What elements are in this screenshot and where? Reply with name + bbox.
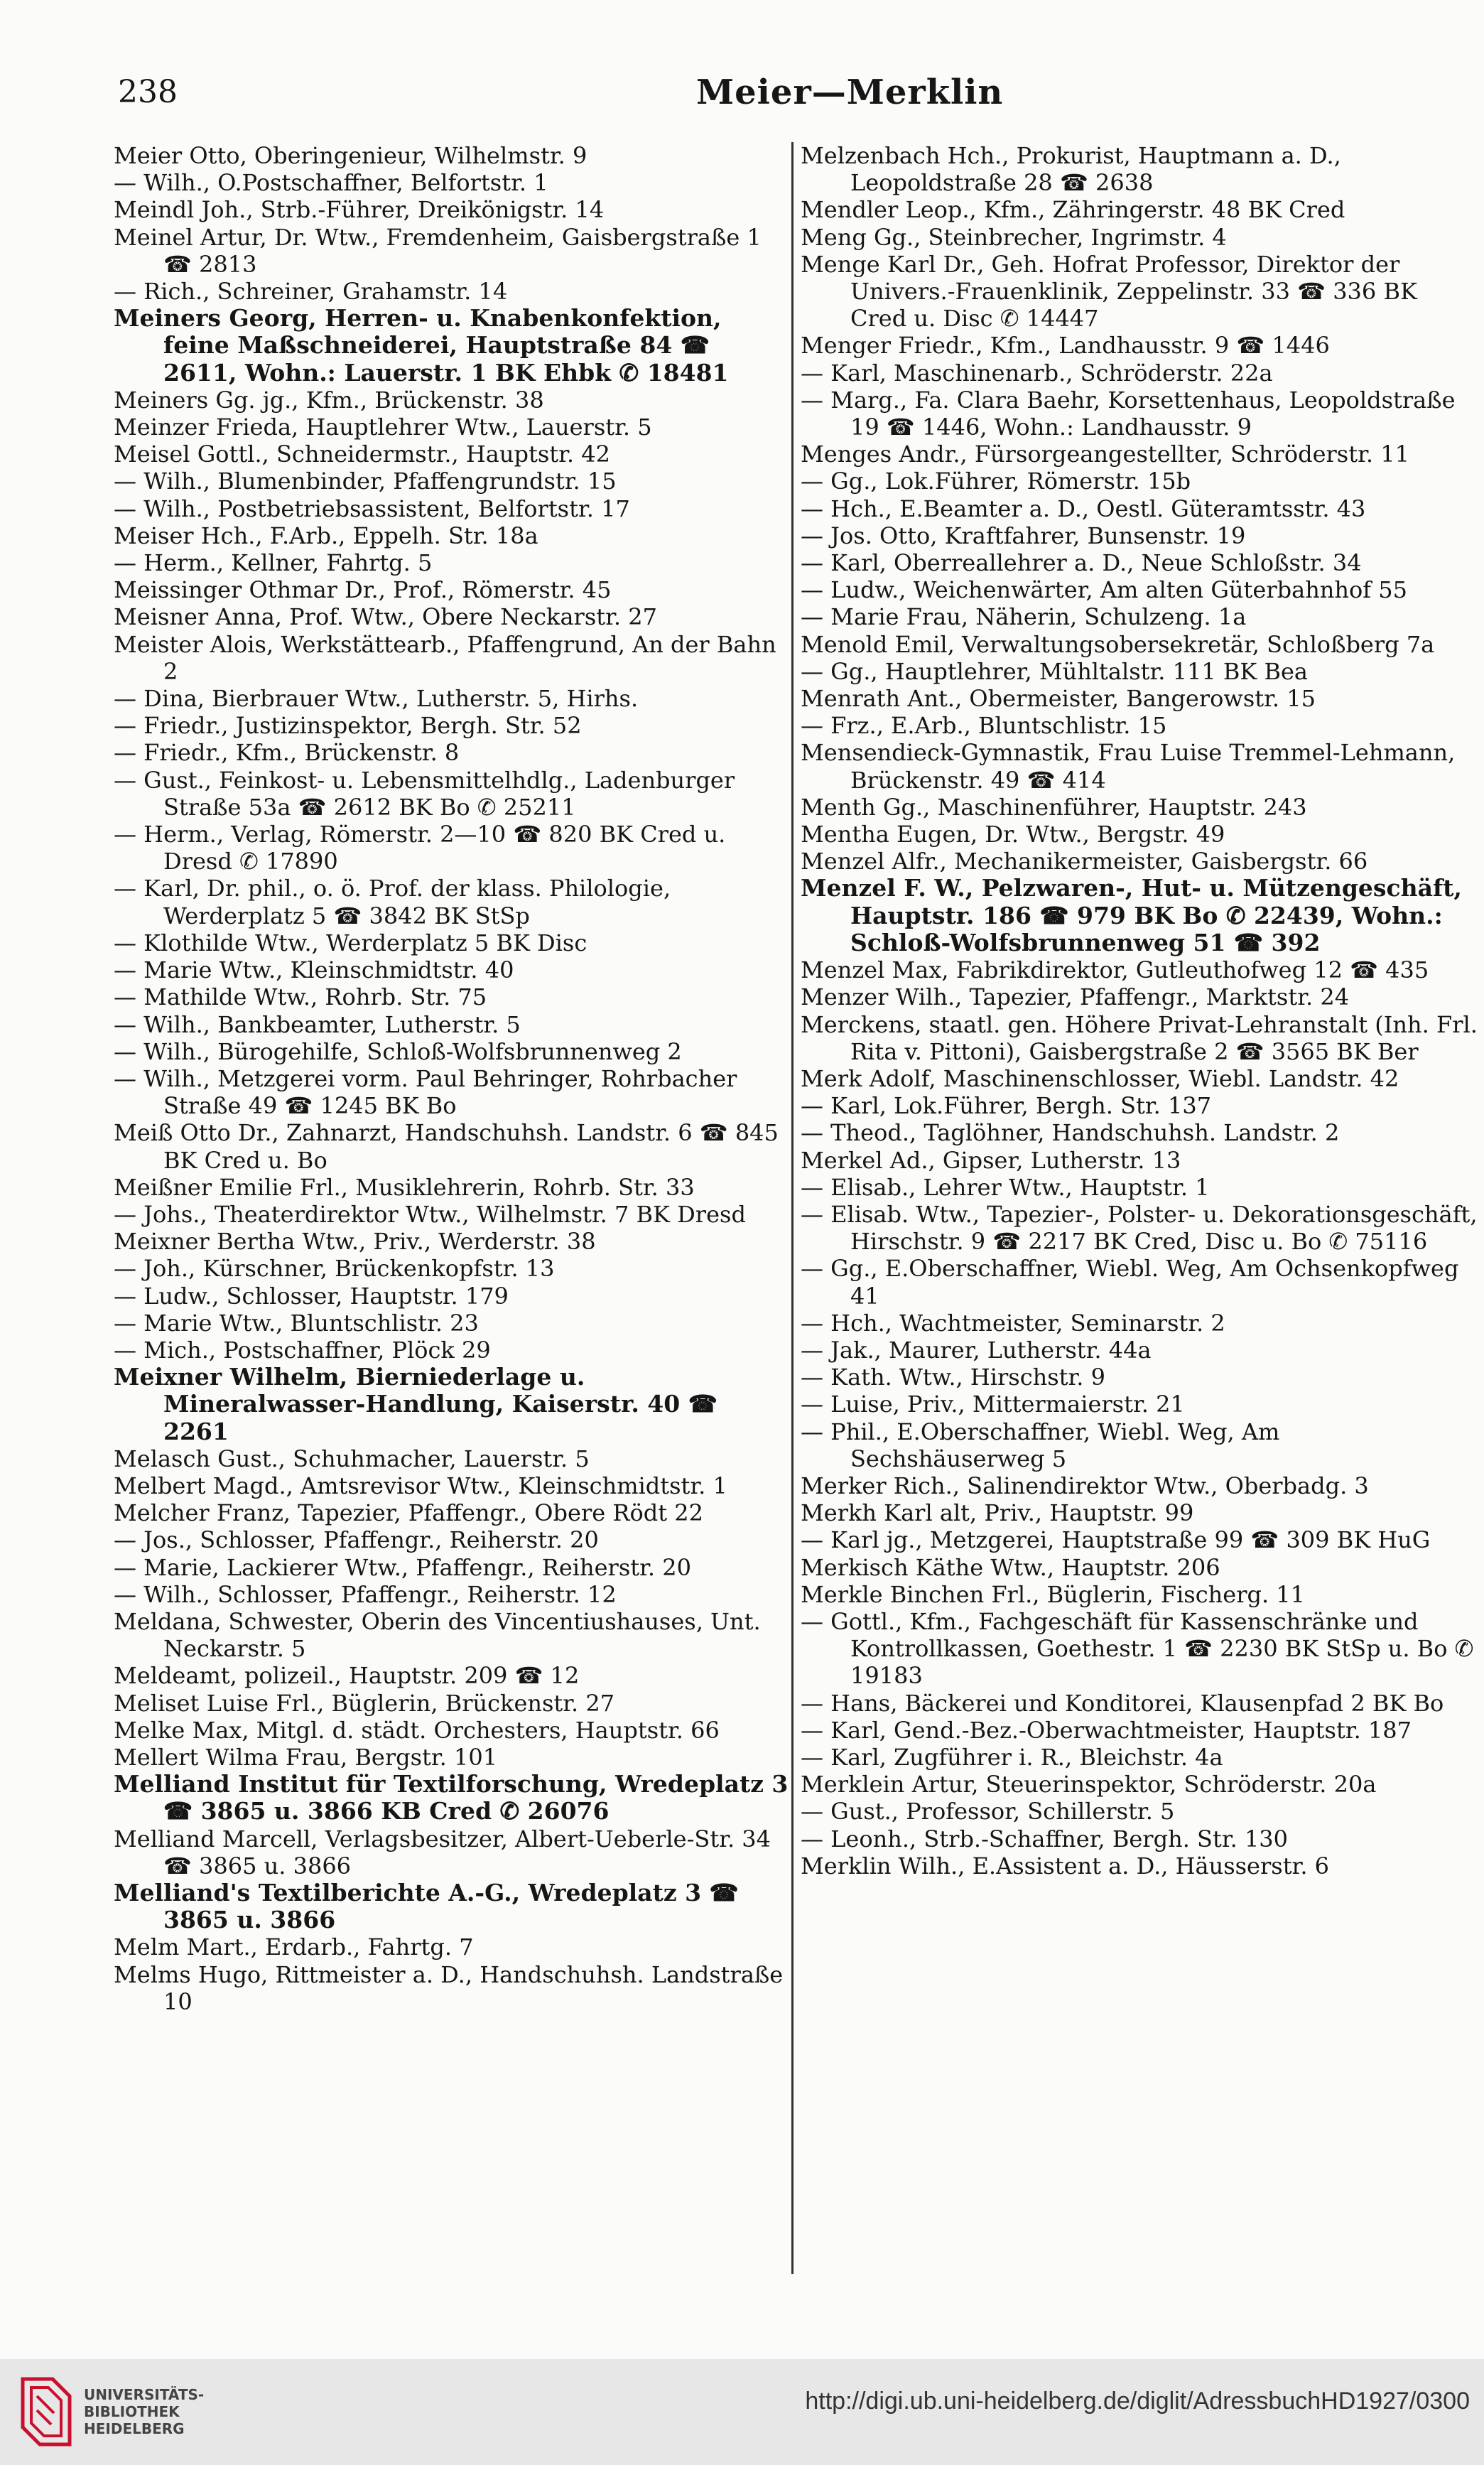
directory-entry: — Gg., Lok.Führer, Römerstr. 15b <box>801 468 1191 495</box>
directory-entry: Meiß Otto Dr., Zahnarzt, Handschuhsh. Landstr. 6 ☎ 845 BK Cred u. Bo <box>114 1119 779 1174</box>
directory-entry-highlighted: Menzel F. W., Pelzwaren-, Hut- u. Mützengeschäft, Hauptstr. 186 ☎ 979 BK Bo ✆ 22439, Wohn.: Schloß-Wolfsbrunnenweg 51 ☎ 392 <box>801 874 1462 956</box>
directory-entry: — Marie Wtw., Bluntschlistr. 23 <box>114 1309 479 1337</box>
directory-entry: — Wilh., Schlosser, Pfaffengr., Reiherstr. 12 <box>114 1580 617 1608</box>
directory-entry: Menzer Wilh., Tapezier, Pfaffengr., Marktstr. 24 <box>801 983 1350 1011</box>
directory-entry: — Karl, Dr. phil., o. ö. Prof. der klass. Philologie, Werderplatz 5 ☎ 3842 BK StSp <box>114 875 671 929</box>
directory-entry: Merk Adolf, Maschinenschlosser, Wiebl. Landstr. 42 <box>801 1064 1399 1092</box>
directory-entry: — Leonh., Strb.-Schaffner, Bergh. Str. 130 <box>801 1825 1289 1852</box>
directory-entry: Melasch Gust., Schuhmacher, Lauerstr. 5 <box>114 1445 590 1472</box>
directory-entry: Menzel Alfr., Mechanikermeister, Gaisbergstr. 66 <box>801 848 1368 875</box>
directory-entry: — Marg., Fa. Clara Baehr, Korsettenhaus, Leopoldstraße 19 ☎ 1446, Wohn.: Landhausstr. 9 <box>801 386 1456 441</box>
directory-entry: Meisner Anna, Prof. Wtw., Obere Neckarstr. 27 <box>114 603 657 631</box>
library-name <box>84 2386 204 2437</box>
directory-entry: Merkle Binchen Frl., Büglerin, Fischerg. 11 <box>801 1580 1306 1608</box>
directory-entry: Meister Alois, Werkstättearb., Pfaffengrund, An der Bahn 2 <box>114 630 776 685</box>
directory-entry: Meisel Gottl., Schneidermstr., Hauptstr. 42 <box>114 441 610 468</box>
directory-entry-highlighted: Meiners Georg, Herren- u. Knabenkonfektion, feine Maßschneiderei, Hauptstraße 84 ☎ 2611, Wohn.: Lauerstr. 1 BK Ehbk ✆ 18481 <box>114 304 729 387</box>
directory-entry: — Marie Wtw., Kleinschmidtstr. 40 <box>114 956 514 984</box>
directory-entry: — Gust., Feinkost- u. Lebensmittelhdlg., Ladenburger Straße 53a ☎ 2612 BK Bo ✆ 25211 <box>114 766 735 821</box>
page-number: 238 <box>118 74 178 110</box>
directory-entry: — Joh., Kürschner, Brückenkopfstr. 13 <box>114 1255 555 1283</box>
directory-entry: Merker Rich., Salinendirektor Wtw., Oberbadg. 3 <box>801 1472 1369 1499</box>
directory-entry: Mellert Wilma Frau, Bergstr. 101 <box>114 1743 498 1771</box>
directory-entry: Melms Hugo, Rittmeister a. D., Handschuhsh. Landstraße 10 <box>114 1960 784 2015</box>
directory-entry: — Klothilde Wtw., Werderplatz 5 BK Disc <box>114 929 587 956</box>
directory-entry: Meldeamt, polizeil., Hauptstr. 209 ☎ 12 <box>114 1662 580 1690</box>
directory-entry: — Karl, Gend.-Bez.-Oberwachtmeister, Hauptstr. 187 <box>801 1716 1412 1744</box>
directory-entry: — Friedr., Justizinspektor, Bergh. Str. 52 <box>114 712 582 740</box>
directory-entry: — Gottl., Kfm., Fachgeschäft für Kassenschränke und Kontrollkassen, Goethestr. 1 ☎ 2230 BK StSp u. Bo ✆ 19183 <box>801 1607 1474 1690</box>
directory-entry: Meiners Gg. jg., Kfm., Brückenstr. 38 <box>114 386 544 414</box>
directory-entry: — Marie, Lackierer Wtw., Pfaffengr., Reiherstr. 20 <box>114 1553 691 1581</box>
directory-entry: — Herm., Verlag, Römerstr. 2—10 ☎ 820 BK Cred u. Dresd ✆ 17890 <box>114 821 726 875</box>
directory-entry: Meldana, Schwester, Oberin des Vincentiushauses, Unt. Neckarstr. 5 <box>114 1607 761 1663</box>
directory-entry: Meixner Bertha Wtw., Priv., Werderstr. 38 <box>114 1228 596 1256</box>
directory-entry: — Ludw., Schlosser, Hauptstr. 179 <box>114 1282 509 1310</box>
directory-entry: Meindl Joh., Strb.-Führer, Dreikönigstr. 14 <box>114 196 605 224</box>
directory-entry-highlighted: Meixner Wilhelm, Bierniederlage u. Mineralwasser-Handlung, Kaiserstr. 40 ☎ 2261 <box>114 1363 717 1445</box>
directory-entry: — Karl, Oberreallehrer a. D., Neue Schloßstr. 34 <box>801 549 1362 577</box>
directory-entry: Merckens, staatl. gen. Höhere Privat-Lehranstalt (Inh. Frl. Rita v. Pittoni), Gaisbergstraße 2 ☎ 3565 BK Ber <box>801 1010 1478 1065</box>
directory-entry: — Karl jg., Metzgerei, Hauptstraße 99 ☎ 309 BK HuG <box>801 1526 1431 1554</box>
directory-entry: — Marie Frau, Näherin, Schulzeng. 1a <box>801 603 1247 631</box>
directory-entry: Meinzer Frieda, Hauptlehrer Wtw., Lauerstr. 5 <box>114 414 652 441</box>
directory-entry: Menth Gg., Maschinenführer, Hauptstr. 243 <box>801 793 1307 821</box>
directory-entry: Menzel Max, Fabrikdirektor, Gutleuthofweg 12 ☎ 435 <box>801 956 1429 984</box>
directory-entry: — Gg., Hauptlehrer, Mühltalstr. 111 BK Bea <box>801 657 1308 685</box>
directory-entry: — Theod., Taglöhner, Handschuhsh. Landstr. 2 <box>801 1119 1340 1147</box>
directory-entry: Melzenbach Hch., Prokurist, Hauptmann a. D., Leopoldstraße 28 ☎ 2638 <box>801 142 1341 197</box>
directory-entry: — Hans, Bäckerei und Konditorei, Klausenpfad 2 BK Bo <box>801 1689 1444 1717</box>
right-column <box>801 142 1479 2281</box>
directory-entry: Meißner Emilie Frl., Musiklehrerin, Rohrb. Str. 33 <box>114 1173 695 1201</box>
directory-entry: — Dina, Bierbrauer Wtw., Lutherstr. 5, Hirhs. <box>114 685 639 713</box>
directory-entry: — Ludw., Weichenwärter, Am alten Güterbahnhof 55 <box>801 576 1408 604</box>
directory-entry-highlighted: Melliand's Textilberichte A.-G., Wredeplatz 3 ☎ 3865 u. 3866 <box>114 1879 739 1934</box>
directory-entry: — Herm., Kellner, Fahrtg. 5 <box>114 549 433 577</box>
library-name-line: HEIDELBERG <box>84 2420 185 2437</box>
directory-entry: Melcher Franz, Tapezier, Pfaffengr., Obere Rödt 22 <box>114 1499 703 1527</box>
directory-entry: Meier Otto, Oberingenieur, Wilhelmstr. 9 <box>114 142 587 169</box>
directory-entry: Menger Friedr., Kfm., Landhausstr. 9 ☎ 1446 <box>801 332 1330 360</box>
directory-entry-highlighted: Melliand Institut für Textilforschung, Wredeplatz 3 ☎ 3865 u. 3866 KB Cred ✆ 26076 <box>114 1770 789 1825</box>
directory-entry: Menge Karl Dr., Geh. Hofrat Professor, Direktor der Univers.-Frauenklinik, Zeppelinstr. 33 ☎ 336 BK Cred u. Disc ✆ 14447 <box>801 250 1417 333</box>
directory-entry: Mensendieck-Gymnastik, Frau Luise Tremmel-Lehmann, Brückenstr. 49 ☎ 414 <box>801 739 1456 794</box>
directory-entry: Meiser Hch., F.Arb., Eppelh. Str. 18a <box>114 522 538 549</box>
directory-entry: — Elisab. Wtw., Tapezier-, Polster- u. Dekorationsgeschäft, Hirschstr. 9 ☎ 2217 BK Cred, Disc u. Bo ✆ 75116 <box>801 1200 1478 1256</box>
university-library-logo-icon[interactable] <box>16 2375 77 2449</box>
directory-entry: Mendler Leop., Kfm., Zähringerstr. 48 BK Cred <box>801 196 1345 224</box>
directory-entry: — Karl, Lok.Führer, Bergh. Str. 137 <box>801 1092 1212 1120</box>
directory-entry: — Karl, Maschinenarb., Schröderstr. 22a <box>801 359 1273 387</box>
directory-entry: Menges Andr., Fürsorgeangestellter, Schröderstr. 11 <box>801 441 1409 468</box>
directory-entry: — Wilh., Bürogehilfe, Schloß-Wolfsbrunnenweg 2 <box>114 1037 682 1065</box>
left-column <box>114 142 789 2281</box>
directory-entry: Merkh Karl alt, Priv., Hauptstr. 99 <box>801 1499 1194 1527</box>
directory-entry: — Hch., Wachtmeister, Seminarstr. 2 <box>801 1309 1225 1337</box>
library-name-line: BIBLIOTHEK <box>84 2403 180 2420</box>
directory-entry: Meng Gg., Steinbrecher, Ingrimstr. 4 <box>801 223 1227 251</box>
directory-entry: — Hch., E.Beamter a. D., Oestl. Güteramtsstr. 43 <box>801 495 1366 522</box>
directory-entry: — Jos., Schlosser, Pfaffengr., Reiherstr. 20 <box>114 1526 599 1554</box>
directory-entry: Menrath Ant., Obermeister, Bangerowstr. 15 <box>801 685 1316 713</box>
directory-entry: — Elisab., Lehrer Wtw., Hauptstr. 1 <box>801 1173 1210 1201</box>
directory-entry: Meinel Artur, Dr. Wtw., Fremdenheim, Gaisbergstraße 1 ☎ 2813 <box>114 223 762 278</box>
directory-entry: Merklin Wilh., E.Assistent a. D., Häusserstr. 6 <box>801 1852 1330 1879</box>
digital-copy-url-link[interactable]: http://digi.ub.uni-heidelberg.de/diglit/AdressbuchHD1927/0300 <box>805 2388 1470 2415</box>
directory-entry: — Wilh., Bankbeamter, Lutherstr. 5 <box>114 1010 521 1038</box>
directory-entry: Merklein Artur, Steuerinspektor, Schröderstr. 20a <box>801 1771 1377 1798</box>
directory-entry: — Mich., Postschaffner, Plöck 29 <box>114 1336 491 1364</box>
viewer-footer <box>0 2359 1484 2465</box>
directory-entry: Menold Emil, Verwaltungsobersekretär, Schloßberg 7a <box>801 630 1435 658</box>
directory-entry: — Jos. Otto, Kraftfahrer, Bunsenstr. 19 <box>801 522 1246 549</box>
directory-entry: — Wilh., Metzgerei vorm. Paul Behringer, Rohrbacher Straße 49 ☎ 1245 BK Bo <box>114 1064 737 1120</box>
directory-entry: — Wilh., Postbetriebsassistent, Belfortstr. 17 <box>114 495 630 522</box>
directory-entry: — Wilh., O.Postschaffner, Belfortstr. 1 <box>114 169 548 197</box>
directory-entry: — Jak., Maurer, Lutherstr. 44a <box>801 1336 1152 1364</box>
directory-entry: — Phil., E.Oberschaffner, Wiebl. Weg, Am Sechshäuserweg 5 <box>801 1418 1280 1472</box>
directory-entry: Melliand Marcell, Verlagsbesitzer, Albert-Ueberle-Str. 34 ☎ 3865 u. 3866 <box>114 1825 771 1879</box>
directory-entry: — Friedr., Kfm., Brückenstr. 8 <box>114 739 460 767</box>
page-header <box>114 65 1470 115</box>
directory-entry: — Kath. Wtw., Hirschstr. 9 <box>801 1364 1105 1391</box>
directory-entry: Merkel Ad., Gipser, Lutherstr. 13 <box>801 1146 1181 1174</box>
directory-entry: Merkisch Käthe Wtw., Hauptstr. 206 <box>801 1553 1220 1581</box>
directory-entry: Melke Max, Mitgl. d. städt. Orchesters, Hauptstr. 66 <box>114 1716 720 1744</box>
directory-entry: — Mathilde Wtw., Rohrb. Str. 75 <box>114 983 487 1011</box>
library-name-line: UNIVERSITÄTS- <box>84 2386 205 2403</box>
directory-entry: Meissinger Othmar Dr., Prof., Römerstr. 45 <box>114 576 612 604</box>
directory-entry: Melbert Magd., Amtsrevisor Wtw., Kleinschmidtstr. 1 <box>114 1472 727 1499</box>
directory-entry: Mentha Eugen, Dr. Wtw., Bergstr. 49 <box>801 821 1225 848</box>
directory-entry: — Johs., Theaterdirektor Wtw., Wilhelmstr. 7 BK Dresd <box>114 1200 746 1228</box>
directory-entry: Meliset Luise Frl., Büglerin, Brückenstr. 27 <box>114 1689 615 1717</box>
directory-entry: — Frz., E.Arb., Bluntschlistr. 15 <box>801 712 1167 740</box>
running-head: Meier—Merklin <box>696 72 1004 112</box>
directory-entry: — Gg., E.Oberschaffner, Wiebl. Weg, Am Ochsenkopfweg 41 <box>801 1255 1459 1310</box>
directory-entry: — Rich., Schreiner, Grahamstr. 14 <box>114 278 508 306</box>
directory-entry: — Luise, Priv., Mittermaierstr. 21 <box>801 1391 1185 1418</box>
directory-entry: — Karl, Zugführer i. R., Bleichstr. 4a <box>801 1743 1223 1771</box>
directory-entry: — Wilh., Blumenbinder, Pfaffengrundstr. 15 <box>114 468 617 495</box>
directory-entry: — Gust., Professor, Schillerstr. 5 <box>801 1798 1175 1825</box>
directory-entry: Melm Mart., Erdarb., Fahrtg. 7 <box>114 1933 474 1961</box>
column-divider <box>791 142 794 2274</box>
